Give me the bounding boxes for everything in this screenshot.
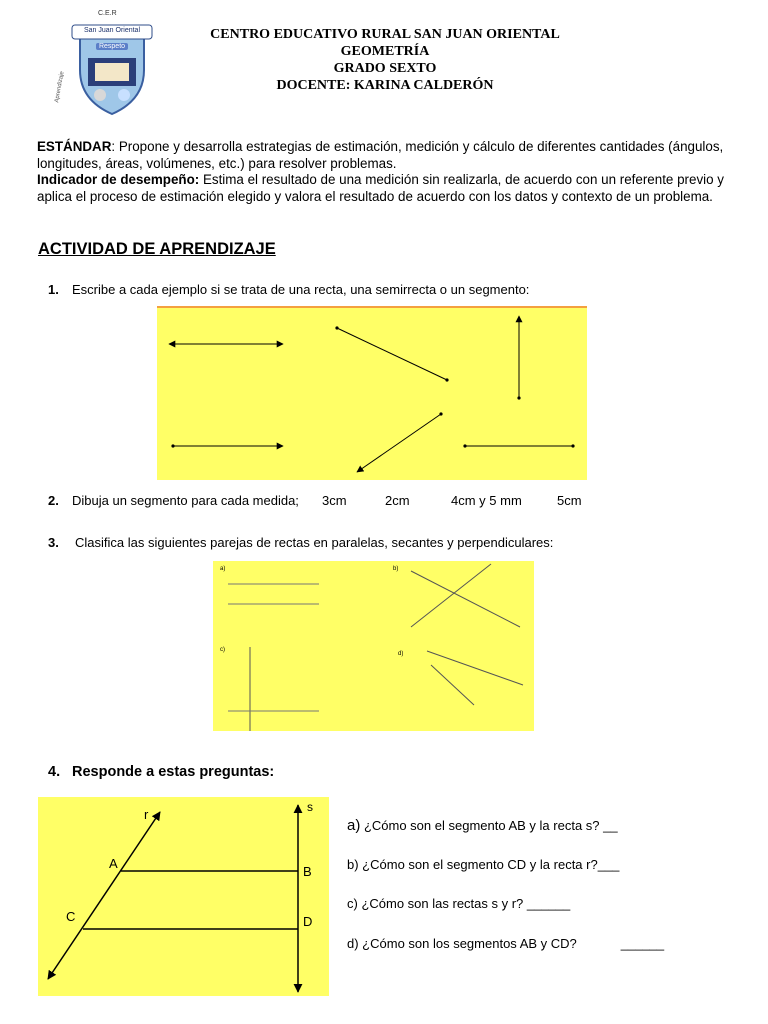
line-r bbox=[48, 812, 160, 979]
label-B: B bbox=[303, 864, 312, 879]
q4c-letter: c) bbox=[347, 896, 358, 911]
indicator-label: Indicador de desempeño: bbox=[37, 172, 200, 187]
q4-number: 4. bbox=[48, 764, 61, 780]
question-3 bbox=[48, 535, 553, 550]
teacher: DOCENTE: KARINA CALDERÓN bbox=[276, 78, 494, 93]
label-s: s bbox=[307, 800, 313, 814]
parallel-lines-panel bbox=[38, 797, 329, 996]
label-D: D bbox=[303, 914, 313, 929]
q4b-text: ¿Cómo son el segmento CD y la recta r?___ bbox=[358, 857, 620, 872]
measure-2: 2cm bbox=[385, 493, 410, 508]
label-A: A bbox=[109, 856, 118, 871]
question-1 bbox=[48, 282, 529, 297]
indicator-text: Estima el resultado de una medición sin realizarla, de acuerdo con un referente previo y aplica el proceso de estimación elegido y valora el resultado de acuerdo con los datos y contexto de un problema. bbox=[37, 172, 724, 204]
q2-number: 2. bbox=[48, 493, 59, 508]
label-b: b) bbox=[393, 566, 399, 572]
q4a-letter: a) bbox=[347, 817, 361, 834]
label-C: C bbox=[66, 909, 76, 924]
q4-text: Responde a estas preguntas: bbox=[72, 764, 275, 780]
segment-diagonal bbox=[337, 328, 447, 380]
q4b-letter: b) bbox=[347, 857, 359, 872]
label-d: d) bbox=[398, 651, 404, 657]
pair-b-line-2 bbox=[411, 571, 520, 627]
school-name: CENTRO EDUCATIVO RURAL SAN JUAN ORIENTAL bbox=[210, 27, 560, 42]
logo-side-text: Aprendizaje bbox=[54, 70, 66, 104]
logo-banner-text: San Juan Oriental bbox=[83, 27, 141, 34]
label-c: c) bbox=[220, 647, 225, 653]
q4-questions bbox=[347, 817, 677, 951]
logo-motto: Respeto bbox=[96, 43, 128, 50]
label-r: r bbox=[144, 807, 149, 822]
q4d-text: ¿Cómo son los segmentos AB y CD? bbox=[358, 936, 577, 951]
q1-number: 1. bbox=[48, 282, 59, 297]
q4a-text: ¿Cómo son el segmento AB y la recta s? __ bbox=[360, 818, 618, 833]
q3-number: 3. bbox=[48, 535, 59, 550]
activity-title: ACTIVIDAD DE APRENDIZAJE bbox=[38, 240, 276, 258]
lines-panel-1 bbox=[157, 306, 587, 480]
q4-question-c bbox=[347, 896, 677, 936]
q4c-text: ¿Cómo son las rectas s y r? ______ bbox=[357, 896, 571, 911]
pair-d-line-2 bbox=[431, 665, 474, 705]
pair-d-line-1 bbox=[427, 651, 523, 685]
grade: GRADO SEXTO bbox=[333, 61, 437, 76]
q4d-blank: ______ bbox=[620, 936, 665, 951]
lines-rs-figure bbox=[38, 797, 329, 996]
q1-text: Escribe a cada ejemplo si se trata de una recta, una semirrecta o un segmento: bbox=[72, 282, 530, 297]
pair-b-line-1 bbox=[411, 564, 491, 627]
line-pairs-figure bbox=[213, 561, 534, 731]
q2-text: Dibuja un segmento para cada medida; bbox=[72, 493, 299, 508]
measure-3: 4cm y 5 mm bbox=[451, 493, 522, 508]
logo-top-text: C.E.R bbox=[98, 10, 117, 17]
question-4 bbox=[48, 764, 274, 780]
measure-1: 3cm bbox=[322, 493, 347, 508]
lines-figure bbox=[157, 308, 587, 480]
lines-panel-2 bbox=[213, 561, 534, 731]
q4-question-d bbox=[347, 936, 677, 951]
standard-block bbox=[37, 139, 737, 205]
school-logo bbox=[54, 10, 162, 120]
label-a: a) bbox=[220, 566, 226, 572]
page-header bbox=[170, 26, 600, 94]
q3-text: Clasifica las siguientes parejas de rectas en paralelas, secantes y perpendiculares: bbox=[75, 535, 554, 550]
standard-label: ESTÁNDAR bbox=[37, 139, 112, 154]
q4-question-a bbox=[347, 817, 677, 857]
q4d-letter: d) bbox=[347, 936, 359, 951]
q4-question-b bbox=[347, 857, 677, 896]
standard-text: : Propone y desarrolla estrategias de estimación, medición y cálculo de diferentes cantidades (ángulos, longitudes, áreas, volúmenes, etc.) para resolver problemas. bbox=[37, 139, 724, 171]
measure-4: 5cm bbox=[557, 493, 582, 508]
ray-diagonal bbox=[357, 414, 441, 472]
question-2 bbox=[48, 493, 668, 508]
subject: GEOMETRÍA bbox=[340, 44, 430, 59]
